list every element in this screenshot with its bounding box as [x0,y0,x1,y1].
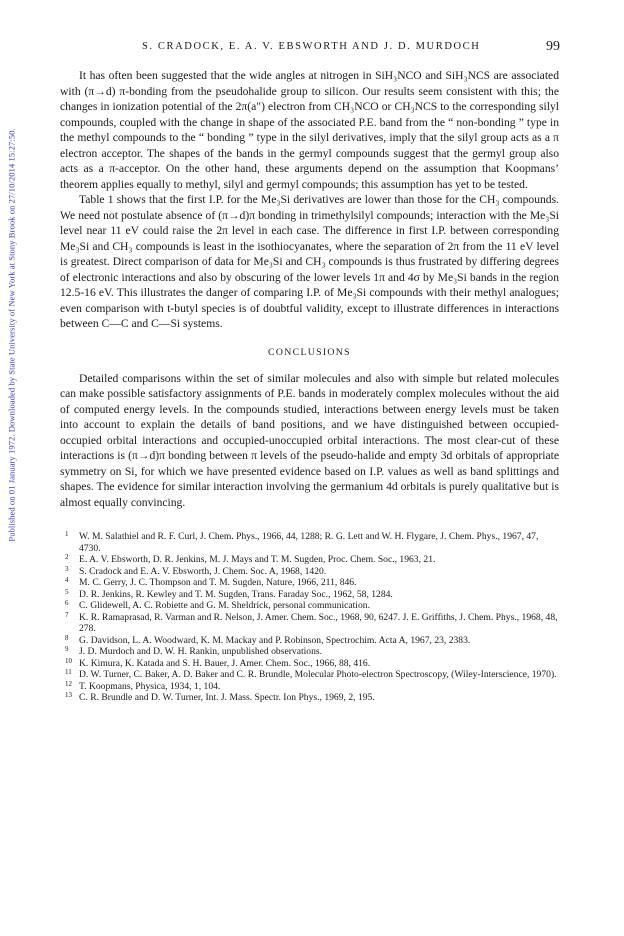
reference-number: 9 [65,645,69,653]
running-head: S. CRADOCK, E. A. V. EBSWORTH AND J. D. MURDOCH [142,41,481,52]
article-body [60,68,559,704]
reference-text: C. R. Brundle and D. W. Turner, Int. J. Mass. Spectr. Ion Phys., 1969, 2, 195. [79,692,375,703]
reference-text: K. Kimura, K. Katada and S. H. Bauer, J. Amer. Chem. Soc., 1966, 88, 416. [79,657,371,669]
reference-item [60,646,559,658]
reference-item [60,600,559,612]
reference-number: 5 [65,587,69,596]
reference-item [60,635,559,647]
reference-text: C. Glidewell, A. C. Robiette and G. M. Sheldrick, personal communication. [79,600,370,611]
reference-number: 4 [65,576,69,584]
reference-text: E. A. V. Ebsworth, D. R. Jenkins, M. J. Mays and T. M. Sugden, Proc. Chem. Soc., 1963, 21. [79,554,436,565]
margin-note-text: Published on 01 January 1972. Downloaded by State University of New York at Stony Brook on 27/10/2014 15:27:50. [7,128,18,542]
reference-number: 8 [65,633,69,642]
body-paragraph: Table 1 shows that the first I.P. for the Me₃Si derivatives are lower than those for the CH₃ compounds. We need not postulate absence of (π→d)π bonding in trimethylsilyl compounds; interaction with the Me₃Si level near 11 eV could raise the 2π level in each case. The difference in first I.P. between corresponding Me₃Si and CH₃ compounds is least in the isothiocyanates, where the separation of 2π from the 11 eV level is greatest. Direct comparison of data for Me₃Si and CH₃ compounds is thus frustrated by differing degrees of electronic interactions and also by obscuring of the lower levels 1π and 4σ by Me₃Si bands in the region 12.5-16 eV. This illustrates the danger of comparing I.P. of Me₃Si compounds with their methyl analogues; even comparison with t-butyl species is of doubtful validity, except to illustrate differences in interactions between C—C and C—Si systems. [60,193,559,330]
reference-item [60,566,559,578]
reference-number: 2 [65,553,69,561]
reference-text: M. C. Gerry, J. C. Thompson and T. M. Sugden, Nature, 1966, 211, 846. [79,577,357,588]
reference-text: G. Davidson, L. A. Woodward, K. M. Mackay and P. Robinson, Spectrochim. Acta A, 1967, 23, 2383. [79,634,471,646]
reference-number: 10 [65,656,72,665]
body-paragraph: It has often been suggested that the wide angles at nitrogen in SiH₃NCO and SiH₃NCS are associated with (π→d) π-bonding from the pseudohalide group to silicon. Our results seem consistent with this; the changes in ionization potential of the 2π(a″) electron from CH₃NCO or CH₃NCS to the corresponding silyl compounds, coupled with the change in shape of the associated P.E. band from the “ non-bonding ” type in the methyl compounds to the “ bonding ” type in the silyl derivatives, imply that the silyl group acts as a π electron acceptor. The shapes of the bands in the germyl compounds suggest that the germyl group also acts as a π-acceptor. On the other hand, these arguments depend on the assumption that Koopmans’ theorem applies equally to methyl, silyl and germyl compounds; this assumption has yet to be tested. [60,69,559,191]
conclusions-paragraph: Detailed comparisons within the set of similar molecules and also with simple but related molecules can make possible satisfactory assignments of P.E. bands in moderately complex molecules without the aid of computed energy levels. In the compounds studied, interactions between energy levels must be taken into account to explain the details of band positions, and we have distinguished between occupied-occupied orbital interactions and occupied-unoccupied orbital interactions. The most clear-cut of these interactions is (π→d)π bonding between π levels of the pseudo-halide and empty 3d orbitals of appropriate symmetry on Si, for which we have presented evidence based on I.P. values as well as band splittings and shapes. The evidence for similar interaction involving the germanium 4d orbitals is purely qualitative but is almost equally convincing. [60,371,559,509]
reference-text: S. Cradock and E. A. V. Ebsworth, J. Chem. Soc. A, 1968, 1420. [79,565,327,577]
reference-item [60,669,559,681]
page-number: 99 [546,39,560,54]
reference-number: 7 [65,610,69,619]
reference-item [60,531,559,554]
reference-number: 13 [65,691,72,699]
reference-text: D. R. Jenkins, R. Kewley and T. M. Sugden, Trans. Faraday Soc., 1962, 58, 1284. [79,588,393,600]
page-header [60,41,560,57]
reference-number: 11 [65,668,72,676]
reference-item [60,554,559,566]
reference-item [60,658,559,670]
reference-text: D. W. Turner, C. Baker, A. D. Baker and C. R. Brundle, Molecular Photo-electron Spectroscopy, (Wiley-Interscience, 1970). [79,669,557,680]
reference-item [60,681,559,693]
reference-item [60,577,559,589]
reference-number: 1 [65,530,69,538]
reference-item [60,612,559,635]
reference-number: 12 [65,679,72,688]
reference-number: 6 [65,599,69,607]
reference-item [60,692,559,704]
reference-item [60,589,559,601]
reference-text: K. R. Ramaprasad, R. Varman and R. Nelson, J. Amer. Chem. Soc., 1968, 90, 6247. J. E. Griffiths, J. Chem. Phys., 1968, 48, 278. [79,611,558,634]
reference-list [60,531,559,704]
reference-text: W. M. Salathiel and R. F. Curl, J. Chem. Phys., 1966, 44, 1288; R. G. Lett and W. H. Flygare, J. Chem. Phys., 1967, 47, 4730. [79,531,539,554]
section-heading: CONCLUSIONS [268,346,351,358]
download-margin-note [2,55,22,615]
reference-number: 3 [65,564,69,573]
reference-text: J. D. Murdoch and D. W. H. Rankin, unpublished observations. [79,646,323,657]
reference-text: T. Koopmans, Physica, 1934, 1, 104. [79,680,221,692]
